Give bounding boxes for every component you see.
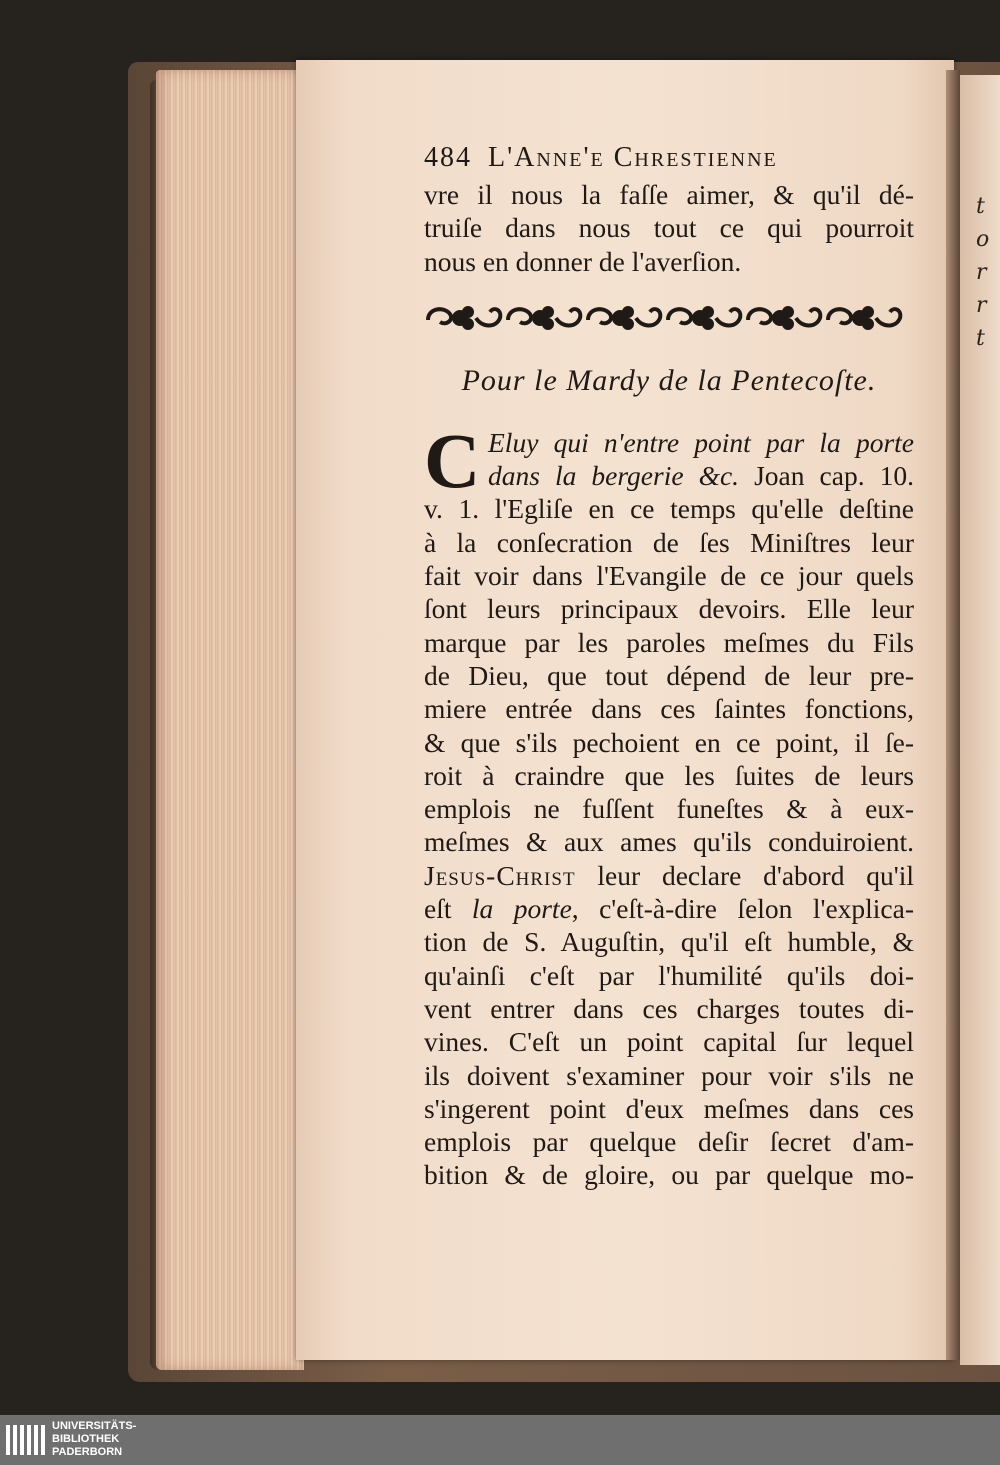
text-line: truiſe dans nous tout ce qui pourroit bbox=[424, 212, 914, 244]
page-gutter bbox=[946, 70, 960, 1360]
text-run: , c'eſt-à-dire ſelon l'explica- bbox=[571, 893, 914, 925]
drop-cap: C bbox=[424, 416, 481, 504]
margin-letter: t bbox=[976, 326, 985, 351]
page-number: 484 bbox=[424, 142, 472, 173]
text-line: vent entrer dans ces charges toutes di- bbox=[424, 992, 914, 1024]
margin-letter: o bbox=[976, 227, 990, 252]
text-line: Eluy qui n'entre point par la porte bbox=[488, 426, 914, 458]
text-line: fait voir dans l'Evangile de ce jour quels bbox=[424, 560, 914, 592]
text-line bbox=[424, 459, 914, 492]
opening-paragraph bbox=[424, 178, 914, 278]
text-line: nous en donner de l'averſion. bbox=[424, 245, 742, 277]
text-line: emplois par quelque deſir ſecret d'am- bbox=[424, 1126, 914, 1158]
text-line: bition & de gloire, ou par quelque mo- bbox=[424, 1159, 914, 1191]
next-page-margin-letters bbox=[976, 190, 1000, 355]
running-title: L'Anne'e Chrestienne bbox=[488, 142, 778, 173]
text-line: emplois ne fuſſent funeſtes & à eux- bbox=[424, 793, 914, 825]
margin-letter: r bbox=[976, 260, 987, 285]
library-name-line: UNIVERSITÄTS- bbox=[52, 1420, 137, 1432]
library-name-line: BIBLIOTHEK bbox=[52, 1433, 120, 1445]
section-title: Pour le Mardy de la Pentecoſte. bbox=[461, 363, 877, 397]
italic-phrase: la porte bbox=[471, 893, 572, 925]
running-header bbox=[424, 138, 914, 178]
text-line: ſont leurs principaux devoirs. Elle leur bbox=[424, 593, 914, 625]
library-name bbox=[52, 1420, 136, 1459]
library-name-line: PADERBORN bbox=[52, 1446, 123, 1458]
small-caps-name: Jesus-Christ bbox=[424, 859, 576, 891]
main-paragraph bbox=[424, 416, 914, 1192]
text-run: leur declare d'abord qu'il bbox=[575, 859, 914, 891]
fleuron-ornament-band bbox=[424, 298, 914, 338]
text-line: meſmes & aux ames qu'ils conduiroient. bbox=[424, 826, 914, 858]
text-line: vines. C'eſt un point capital ſur lequel bbox=[424, 1026, 914, 1058]
text-line bbox=[424, 892, 914, 925]
margin-letter: t bbox=[976, 194, 985, 219]
page-edges bbox=[156, 70, 304, 1370]
text-line bbox=[424, 859, 914, 892]
text-line: vre il nous la faſſe aimer, & qu'il dé- bbox=[424, 179, 914, 210]
citation: Joan cap. 10. bbox=[739, 460, 914, 492]
text-line: tion de S. Auguſtin, qu'il eſt humble, & bbox=[424, 926, 914, 958]
library-logo-icon bbox=[6, 1421, 46, 1459]
text-line: v. 1. l'Egliſe en ce temps qu'elle deſtine bbox=[424, 493, 914, 525]
text-line: à la conſecration de ſes Miniſtres leur bbox=[424, 526, 914, 558]
text-line: & que s'ils pechoient en ce point, il ſe- bbox=[424, 726, 914, 758]
library-footer bbox=[0, 1415, 1000, 1465]
text-line: qu'ainſi c'eſt par l'humilité qu'ils doi- bbox=[424, 959, 914, 991]
text-run: eſt bbox=[424, 893, 472, 925]
margin-letter: r bbox=[976, 293, 987, 318]
text-line: miere entrée dans ces ſaintes fonctions, bbox=[424, 693, 914, 725]
italic-phrase: dans la bergerie &c. bbox=[488, 460, 740, 492]
text-line: marque par les paroles meſmes du Fils bbox=[424, 626, 914, 658]
text-line: de Dieu, que tout dépend de leur pre- bbox=[424, 659, 914, 691]
page-text-block bbox=[424, 138, 914, 1192]
text-line: ils doivent s'examiner pour voir s'ils ne bbox=[424, 1059, 914, 1091]
text-line: roit à craindre que les ſuites de leurs bbox=[424, 759, 914, 791]
text-line: s'ingerent point d'eux meſmes dans ces bbox=[424, 1092, 914, 1124]
